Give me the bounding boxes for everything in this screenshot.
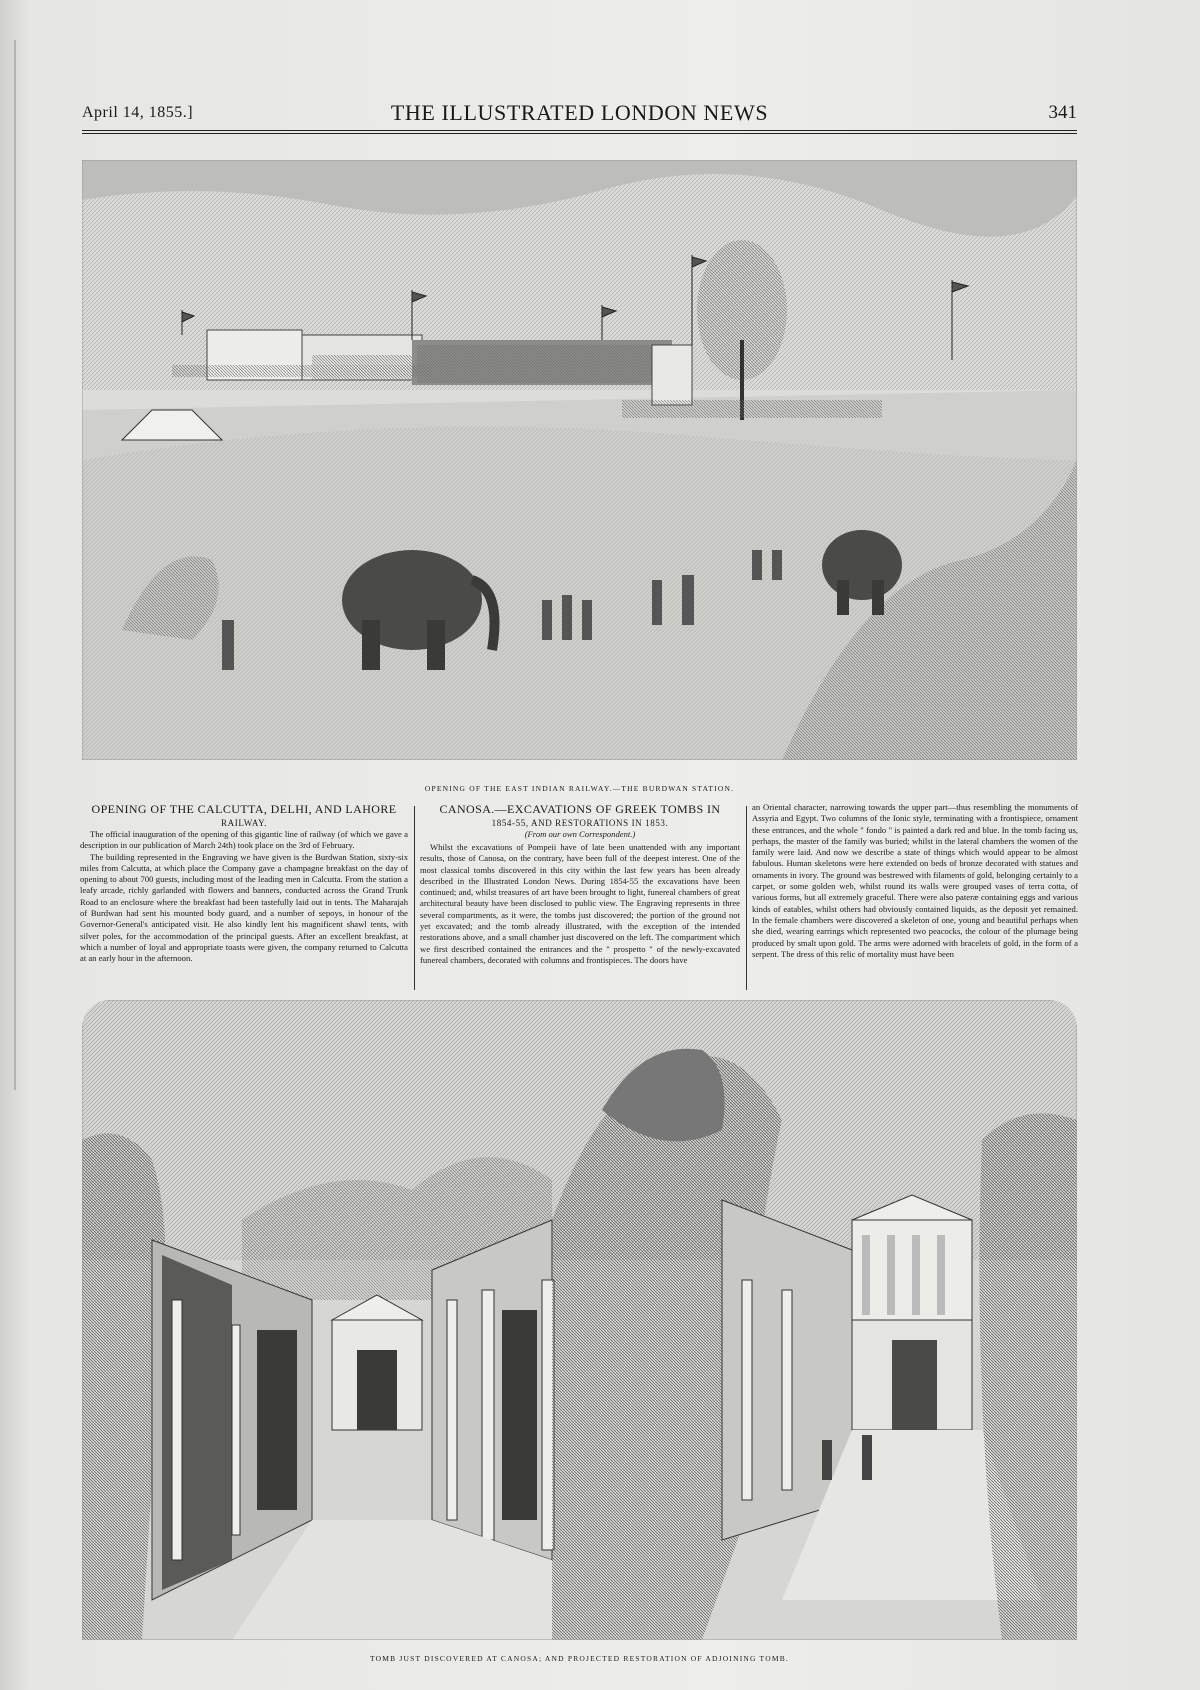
page-fold-line xyxy=(14,40,16,1090)
masthead-rule xyxy=(82,130,1077,131)
article-paragraph: The building represented in the Engraving we have given is the Burdwan Station, sixty-six miles from Calcutta, at which place the Company gave a champagne breakfast on the day of opening to about 700 guests, including most of the leading men in Calcutta. From the station a leafy arcade, richly garlanded with flowers and banners, conducted across the Grand Trunk Road to an enclosure where the breakfast had been tastefully laid out in tents. The Maharajah of Burdwan had sent his mounted body guard, and a number of sepoys, in honour of the Governor-General's anticipated visit. He also kindly lent his magnificent shawl tents, with silver poles, for the accommodation of the principal guests. After an excellent breakfast, at which a number of loyal and appropriate toasts were given, the company returned to Calcutta at an early hour in the afternoon. xyxy=(80,851,408,964)
canosa-tombs-engraving xyxy=(82,1000,1077,1640)
top-illustration-caption: OPENING OF THE EAST INDIAN RAILWAY.—THE BURDWAN STATION. xyxy=(424,784,735,793)
column-divider xyxy=(414,806,415,990)
article-byline: (From our own Correspondent.) xyxy=(524,829,636,839)
railway-station-engraving xyxy=(82,160,1077,760)
article-canosa-continued xyxy=(752,802,1078,992)
article-canosa xyxy=(420,802,740,992)
article-paragraph: The official inauguration of the opening of this gigantic line of railway (of which we gave a description in our publication of March 24th) took place on the 3rd of February. xyxy=(80,829,408,851)
article-paragraph: Whilst the excavations of Pompeii have of late been unattended with any important results, those of Canosa, on the contrary, have been full of the deepest interest. One of the most classical tombs discovered in this city within the last few years has been already described in the Illustrated London News. During 1854-55 the excavations have been continued; and, whilst treasures of art have been brought to light, funereal chambers of great architectural beauty have been disclosed to public view. The Engraving represents in three several compartments, as it were, the tombs just discovered; the portion of the ground not yet excavated; and the tomb already illustrated, with the exception of the intended restorations above, and a small chamber just discovered on the left. The compartment which we first described contained the entrances and the " prospetto " of the newly-excavated funereal chambers, decorated with columns and frontispieces. The doors have xyxy=(420,842,740,965)
article-subheading: RAILWAY. xyxy=(221,818,267,828)
issue-date: April 14, 1855.] xyxy=(82,104,194,121)
canosa-tombs-picture xyxy=(82,1000,1077,1640)
article-heading: CANOSA.—EXCAVATIONS OF GREEK TOMBS IN xyxy=(439,802,721,816)
bottom-illustration-caption: TOMB JUST DISCOVERED AT CANOSA; AND PROJECTED RESTORATION OF ADJOINING TOMB. xyxy=(370,1654,789,1663)
masthead xyxy=(82,100,1077,130)
article-subheading: 1854-55, AND RESTORATIONS IN 1853. xyxy=(491,818,669,828)
railway-station-picture xyxy=(82,160,1077,760)
column-divider xyxy=(746,806,747,990)
masthead-rule-double xyxy=(82,133,1077,134)
article-heading: OPENING OF THE CALCUTTA, DELHI, AND LAHORE xyxy=(91,802,397,816)
newspaper-title: THE ILLUSTRATED LONDON NEWS xyxy=(390,100,769,125)
page-number: 341 xyxy=(1048,102,1077,123)
article-paragraph: an Oriental character, narrowing towards the upper part—thus resembling the monuments of Assyria and Egypt. Two columns of the Ionic style, terminating with a frontispiece, ornament these entrances, and the whole " fondo " is painted a dark red and blue. In the tomb facing us, perhaps, the master of the family was buried; whilst in the lateral chambers the women of the family were laid. And now we describe a state of things which would appear to be almost fabulous. Human skeletons were here extended on beds of bronze decorated with statues and ornaments in ivory. The ground was bestrewed with filaments of gold, belonging certainly to a carpet, or some golden web, whilst round its walls were grouped vases of terra cotta, of various forms, but all extremely graceful. There were also pateræ containing eggs and various kinds of eatables, whilst others had obviously contained liquids, as the deposit yet remained. In the female chambers were discovered a skeleton of one, young and beautiful perhaps when she died, wearing earrings which represented two peacocks, the colour of the plumage being produced by smalt upon gold. The arms were adorned with bracelets of gold, in the form of a serpent. The dress of this relic of mortality must have been xyxy=(752,802,1078,959)
article-railway xyxy=(80,802,408,992)
